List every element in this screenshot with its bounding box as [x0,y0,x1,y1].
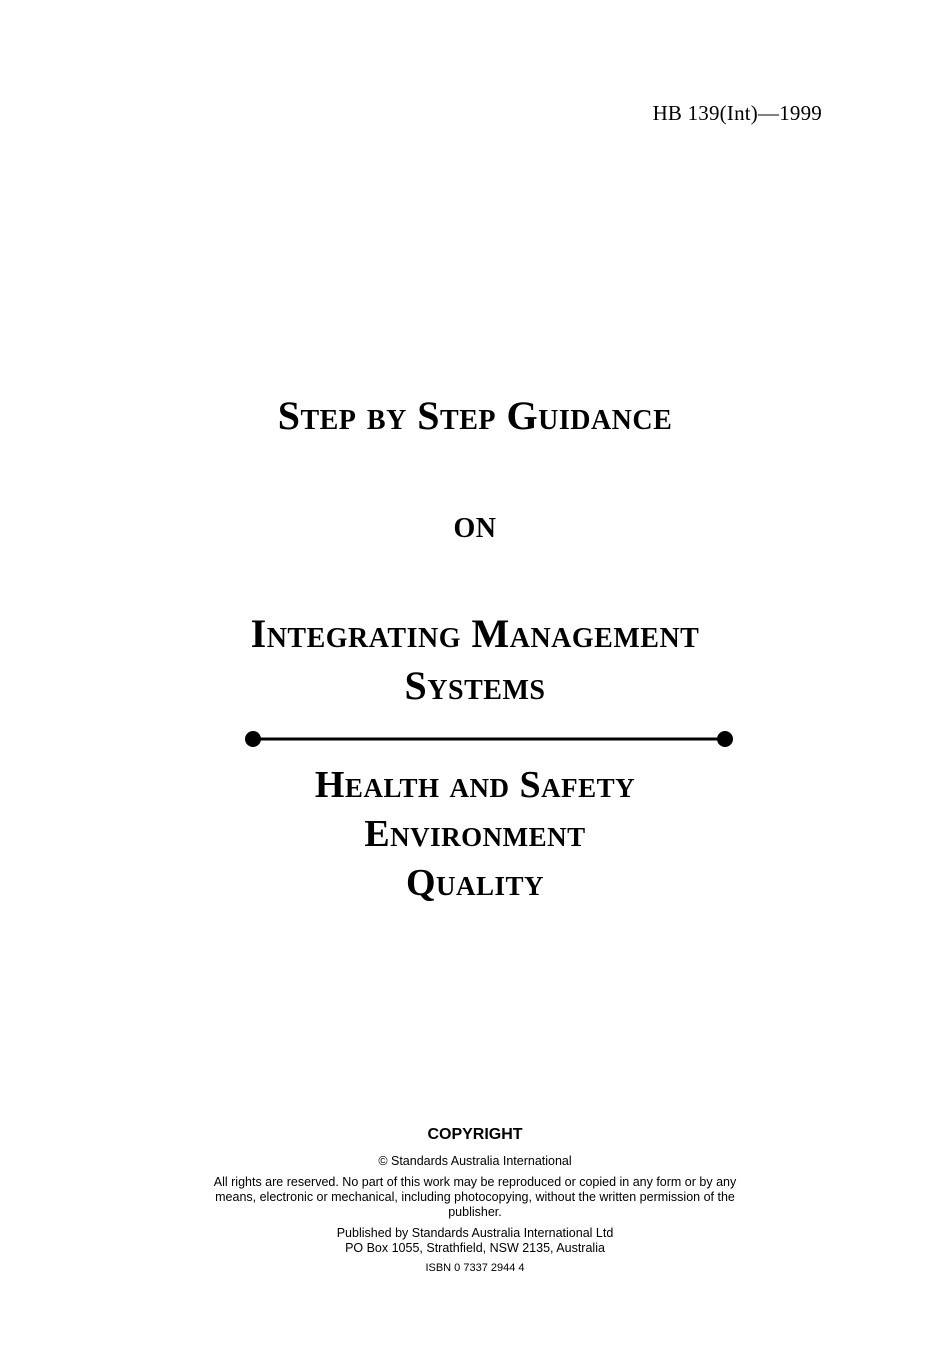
subject-quality: Quality [405,862,545,904]
title-line-1: Step by Step Guidance [277,393,673,438]
publisher-name: Published by Standards Australia International Ltd [336,1226,614,1240]
isbn: ISBN 0 7337 2944 4 [425,1262,525,1274]
subject-health-safety: Health and Safety [314,764,636,806]
copyright-owner: © Standards Australia International [378,1154,572,1168]
document-id: HB 139(Int)—1999 [652,101,822,125]
title-line-2: on [453,501,497,546]
publisher-address: PO Box 1055, Strathfield, NSW 2135, Australia [345,1241,605,1255]
rule-right-dot [717,731,733,747]
copyright-block [0,1126,950,1274]
copyright-heading: COPYRIGHT [427,1126,523,1143]
subject-environment: Environment [364,813,586,855]
copyright-rights-text: All rights are reserved. No part of this work may be reproduced or copied in any form or by any means, electronic or mechanical, including photocopying, without the written permission of the publisher. [213,1175,737,1219]
decorative-rule [244,730,734,748]
title-line-3: Integrating Management Systems [250,611,700,708]
